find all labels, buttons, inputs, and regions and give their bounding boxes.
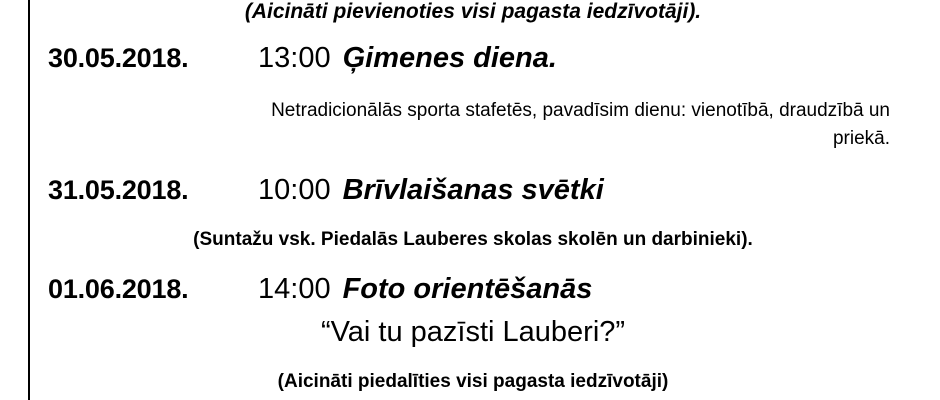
event-time: 13:00 xyxy=(258,42,331,74)
event-quote-3: “Vai tu pazīsti Lauberi?” xyxy=(320,316,626,349)
schedule-content xyxy=(28,0,918,400)
event-time: 14:00 xyxy=(258,273,331,306)
event-title: Ģimenes diena. xyxy=(342,42,557,74)
event-row-1 xyxy=(38,42,908,75)
event-note-2: (Suntažu vsk. Piedalās Lauberes skolas skolēn un darbinieki). xyxy=(193,229,753,251)
event-title: Brīvlaišanas svētki xyxy=(342,174,604,207)
top-invitation-note: (Aicināti pievienoties visi pagasta iedzīvotāji). xyxy=(244,0,702,23)
event-title: Foto orientēšanās xyxy=(342,273,593,306)
event-date: 31.05.2018. xyxy=(48,175,189,206)
event-row-3 xyxy=(38,273,908,306)
event-date: 01.06.2018. xyxy=(48,274,189,305)
event-note-3: (Aicināti piedalīties visi pagasta iedzīvotāji) xyxy=(277,371,669,393)
event-time: 10:00 xyxy=(258,174,331,207)
event-row-2 xyxy=(38,174,908,207)
event-description-1: Netradicionālās sporta stafetēs, pavadīsim dienu: vienotībā, draudzībā un priekā. xyxy=(271,100,890,149)
event-date: 30.05.2018. xyxy=(48,43,189,73)
